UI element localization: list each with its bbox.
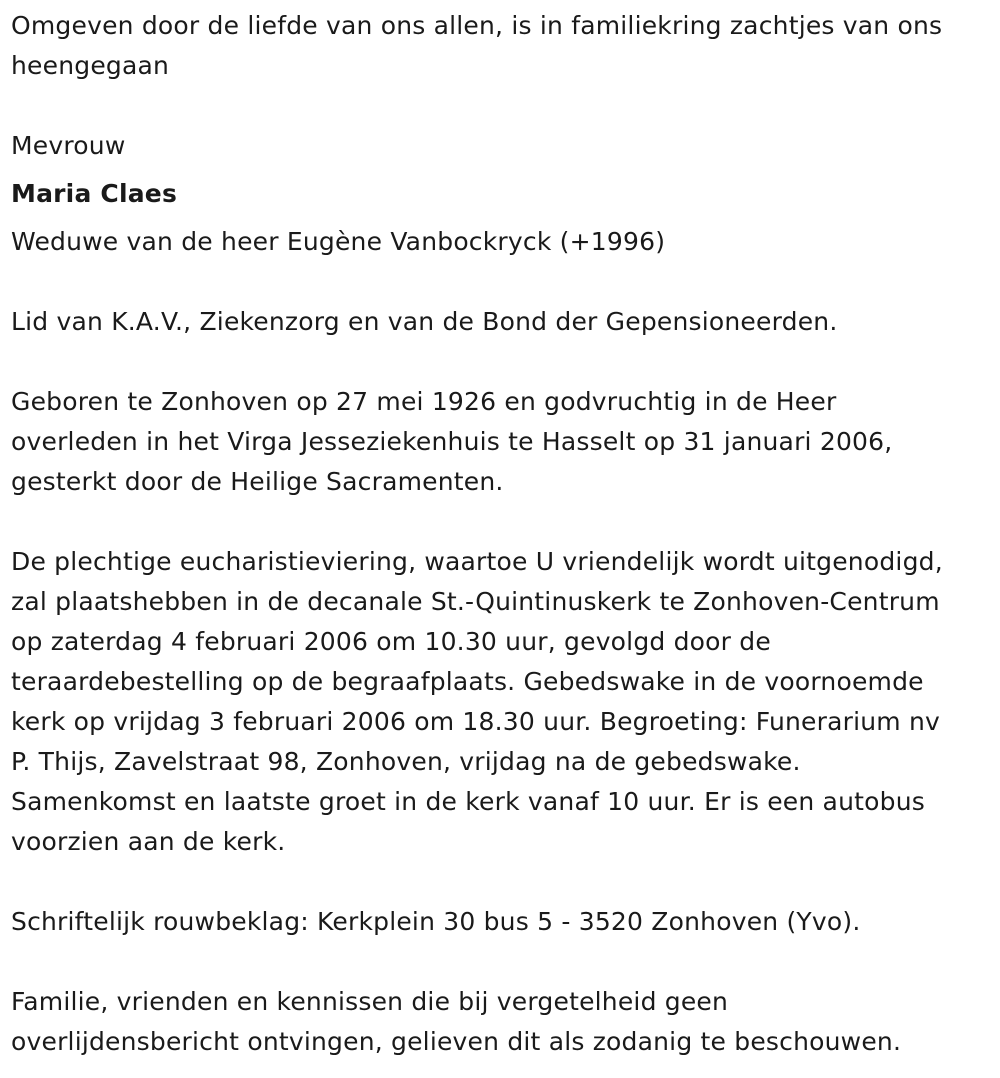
honorific: Mevrouw xyxy=(11,131,126,160)
condolences-line: Schriftelijk rouwbeklag: Kerkplein 30 bus 5 - 3520 Zonhoven (Yvo). xyxy=(11,907,861,936)
closing-paragraph: Familie, vrienden en kennissen die bij vergetelheid geen overlijdensbericht ontvingen, gelieven dit als zodanig te beschouwen. xyxy=(11,987,902,1056)
ceremony-paragraph: De plechtige eucharistieviering, waartoe U vriendelijk wordt uitgenodigd, zal plaatshebben in de decanale St.-Quintinuskerk te Zonhoven-Centrum op zaterdag 4 februari 2006 om 10.30 uur, gevolgd door de teraardebestelling op de begraafplaats. Gebedswake in de voornoemde kerk op vrijdag 3 februari 2006 om 18.30 uur. Begroeting: Funerarium nv P. Thijs, Zavelstraat 98, Zonhoven, vrijdag na de gebedswake. Samenkomst en laatste groet in de kerk vanaf 10 uur. Er is een autobus voorzien aan de kerk. xyxy=(11,547,943,856)
membership-line: Lid van K.A.V., Ziekenzorg en van de Bond der Gepensioneerden. xyxy=(11,307,838,336)
spouse-line: Weduwe van de heer Eugène Vanbockryck (+1996) xyxy=(11,227,666,256)
deceased-name: Maria Claes xyxy=(11,179,178,208)
intro-text: Omgeven door de liefde van ons allen, is in familiekring zachtjes van ons heengegaan xyxy=(11,11,943,80)
death-notice xyxy=(11,6,996,1062)
birth-death-paragraph: Geboren te Zonhoven op 27 mei 1926 en godvruchtig in de Heer overleden in het Virga Jesseziekenhuis te Hasselt op 31 januari 2006, gesterkt door de Heilige Sacramenten. xyxy=(11,387,893,496)
